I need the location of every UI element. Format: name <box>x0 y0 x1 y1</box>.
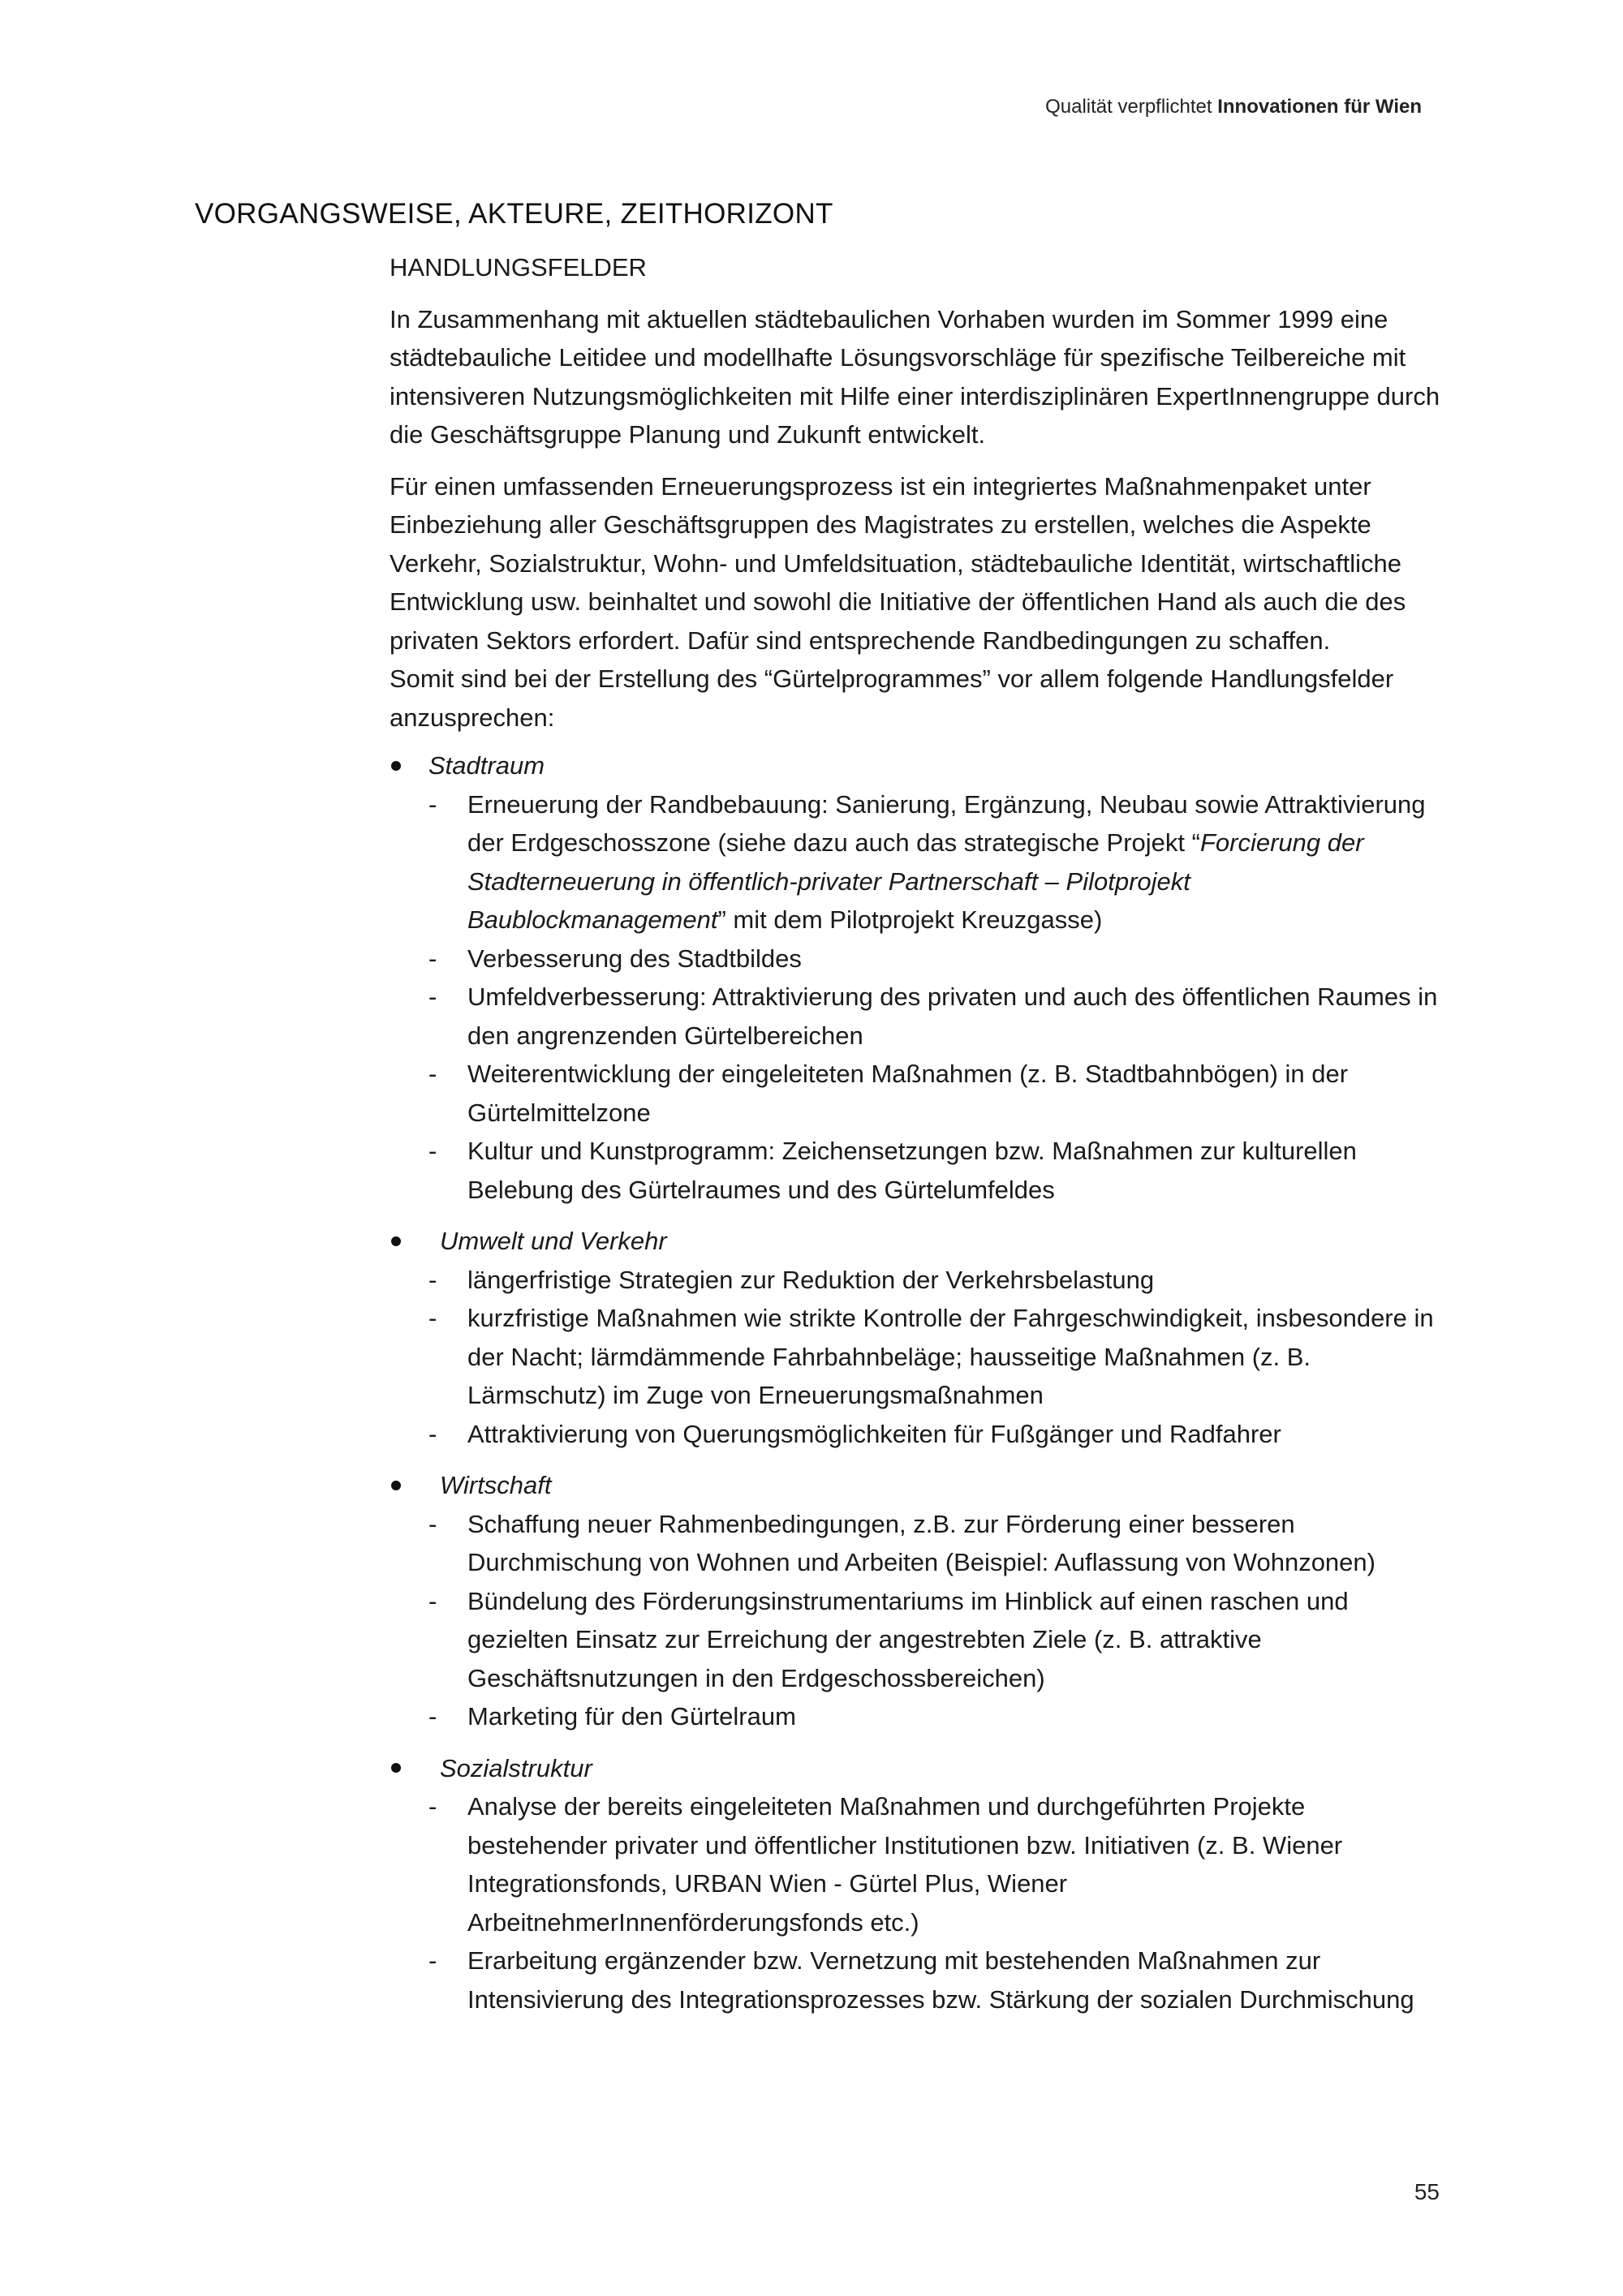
sub-list <box>390 1505 1444 1736</box>
list-item <box>390 1055 1444 1132</box>
bullet-heading <box>390 1466 1444 1505</box>
paragraph: Für einen umfassenden Erneuerungsprozess ist ein integriertes Maßnahmenpaket unter Einbeziehung aller Geschäftsgruppen des Magistrates zu erstellen, welches die Aspekte Verkehr, Sozialstruktur, Wohn- und Umfeldsituation, städtebauliche Identität, wirtschaftliche Entwicklung usw. beinhaltet und sowohl die Initiative der öffentlichen Hand als auch die des privaten Sektors erfordert. Dafür sind entsprechende Randbedingungen zu schaffen. <box>390 471 1406 655</box>
dash-icon: - <box>428 944 437 973</box>
sub-list <box>390 1261 1444 1454</box>
item-text: Erneuerung der Randbebauung: Sanierung, Ergänzung, Neubau sowie Attraktivierung der Erdgeschosszone (siehe dazu auch das strategische Projekt “ <box>467 789 1426 857</box>
item-text: Bündelung des Förderungsinstrumentariums im Hinblick auf einen raschen und gezielten Einsatz zur Erreichung der angestrebten Ziele (z. B. attraktive Geschäftsnutzungen in den Erdgeschossbereichen) <box>467 1586 1349 1692</box>
bullet-title: Stadtraum <box>428 751 545 780</box>
bullet-section-sozialstruktur <box>390 1749 1444 2019</box>
sub-list <box>390 1787 1444 2019</box>
item-text: Analyse der bereits eingeleiteten Maßnahmen und durchgeführten Projekte bestehender privater und öffentlicher Institutionen bzw. Initiativen (z. B. Wiener Integrationsfonds, URBAN Wien - Gürtel Plus, Wiener ArbeitnehmerInnenförderungsfonds etc.) <box>467 1792 1343 1937</box>
item-text: Kultur und Kunstprogramm: Zeichensetzungen bzw. Maßnahmen zur kulturellen Belebung des Gürtelraumes und des Gürtelumfeldes <box>467 1137 1357 1204</box>
section-title: VORGANGSWEISE, AKTEURE, ZEITHORIZONT <box>195 198 833 230</box>
item-italic-text: Forcierung der Stadterneuerung in öffentlich-privater Partnerschaft – Pilotprojekt Baublockmanagement <box>467 828 1364 934</box>
list-item <box>390 1261 1444 1300</box>
bullet-title: Umwelt und Verkehr <box>440 1227 667 1255</box>
list-item <box>390 1132 1444 1209</box>
dash-icon: - <box>428 982 437 1011</box>
item-text: Verbesserung des Stadtbildes <box>467 944 802 973</box>
list-item <box>390 1415 1444 1454</box>
list-item <box>390 1697 1444 1736</box>
dash-icon: - <box>428 1586 437 1615</box>
running-header <box>1045 96 1422 118</box>
list-item <box>390 939 1444 978</box>
bullet-icon <box>391 761 401 771</box>
dash-icon: - <box>428 1060 437 1088</box>
item-text: Erarbeitung ergänzender bzw. Vernetzung mit bestehenden Maßnahmen zur Intensivierung des Integrationsprozesses bzw. Stärkung der sozialen Durchmischung <box>467 1946 1414 2014</box>
subsection-title: HANDLUNGSFELDER <box>390 253 647 282</box>
sub-list <box>390 785 1444 1210</box>
bullet-heading <box>390 1749 1444 1788</box>
dash-icon: - <box>428 1946 437 1975</box>
header-bold: Innovationen für Wien <box>1217 96 1422 118</box>
item-text: Umfeldverbesserung: Attraktivierung des privaten und auch des öffentlichen Raumes in den angrenzenden Gürtelbereichen <box>467 982 1438 1050</box>
dash-icon: - <box>428 789 437 819</box>
list-item <box>390 1505 1444 1582</box>
paragraph: Somit sind bei der Erstellung des “Gürtelprogrammes” vor allem folgende Handlungsfelder anzusprechen: <box>390 664 1394 732</box>
list-item <box>390 1299 1444 1415</box>
item-text: kurzfristige Maßnahmen wie strikte Kontrolle der Fahrgeschwindigkeit, insbesondere in der Nacht; lärmdämmende Fahrbahnbeläge; hausseitige Maßnahmen (z. B. Lärmschutz) im Zuge von Erneuerungsmaßnahmen <box>467 1304 1434 1409</box>
bullet-heading <box>390 1222 1444 1261</box>
main-content <box>390 248 1444 2019</box>
dash-icon: - <box>428 1304 437 1332</box>
item-text: Attraktivierung von Querungsmöglichkeiten für Fußgänger und Radfahrer <box>467 1419 1281 1448</box>
list-item <box>390 1941 1444 2019</box>
list-item <box>390 978 1444 1055</box>
dash-icon: - <box>428 1792 437 1821</box>
bullet-icon <box>391 1481 401 1490</box>
dash-icon: - <box>428 1419 437 1448</box>
paragraph: In Zusammenhang mit aktuellen städtebaulichen Vorhaben wurden im Sommer 1999 eine städtebauliche Leitidee und modellhafte Lösungsvorschläge für spezifische Teilbereiche mit intensiveren Nutzungsmöglichkeiten mit Hilfe einer interdisziplinären ExpertInnengruppe durch die Geschäftsgruppe Planung und Zukunft entwickelt. <box>390 304 1440 449</box>
item-text: Schaffung neuer Rahmenbedingungen, z.B. zur Förderung einer besseren Durchmischung von Wohnen und Arbeiten (Beispiel: Auflassung von Wohnzonen) <box>467 1509 1375 1576</box>
dash-icon: - <box>428 1509 437 1538</box>
item-text: längerfristige Strategien zur Reduktion der Verkehrsbelastung <box>467 1265 1155 1294</box>
dash-icon: - <box>428 1265 437 1294</box>
bullet-section-stadtraum <box>390 746 1444 1209</box>
page-number: 55 <box>1414 2179 1440 2204</box>
dash-icon: - <box>428 1137 437 1165</box>
bullet-section-umwelt <box>390 1222 1444 1453</box>
dash-icon: - <box>428 1702 437 1731</box>
bullet-title: Sozialstruktur <box>440 1753 592 1782</box>
list-item <box>390 785 1444 939</box>
bullet-section-wirtschaft <box>390 1466 1444 1736</box>
item-text: Marketing für den Gürtelraum <box>467 1702 796 1731</box>
bullet-icon <box>391 1763 401 1773</box>
bullet-icon <box>391 1236 401 1246</box>
header-prefix: Qualität verpflichtet <box>1045 96 1212 118</box>
list-item <box>390 1787 1444 1941</box>
bullet-title: Wirtschaft <box>440 1471 552 1499</box>
item-text: ” mit dem Pilotprojekt Kreuzgasse) <box>717 905 1103 934</box>
item-text: Weiterentwicklung der eingeleiteten Maßnahmen (z. B. Stadtbahnbögen) in der Gürtelmittelzone <box>467 1060 1349 1127</box>
list-item <box>390 1582 1444 1698</box>
bullet-heading <box>390 746 1444 785</box>
